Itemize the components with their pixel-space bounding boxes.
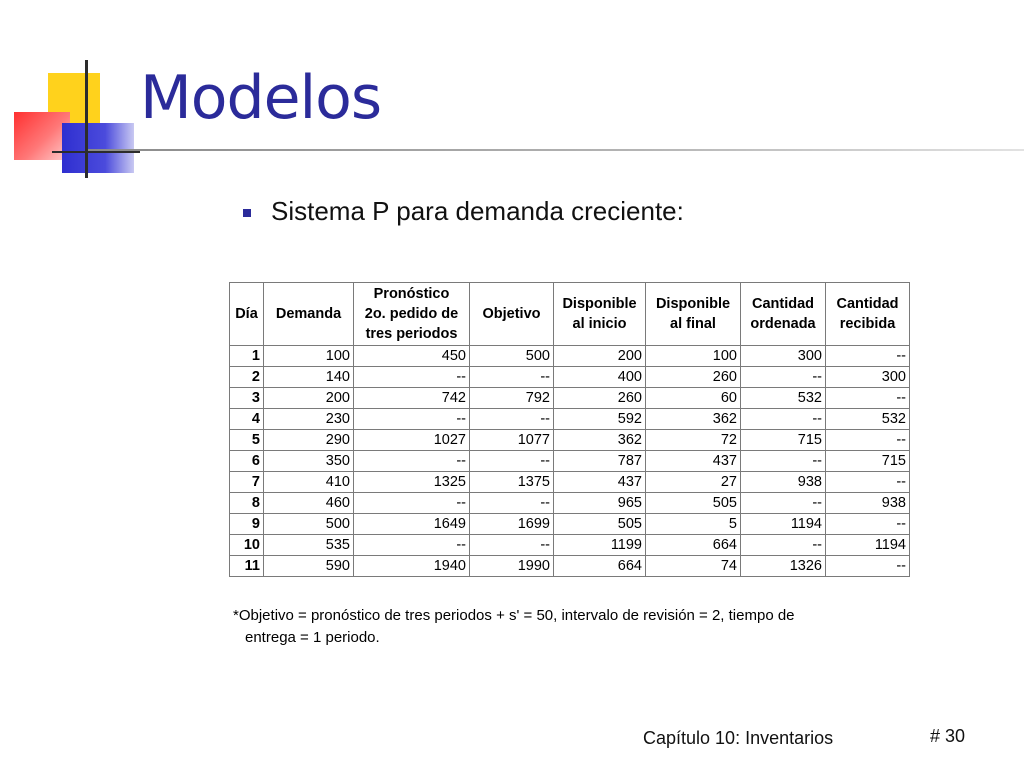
header-pronostico: Pronóstico 2o. pedido de tres periodos xyxy=(354,283,470,346)
cell-pronostico: -- xyxy=(354,367,470,388)
cell-demanda: 100 xyxy=(264,346,354,367)
inventory-table xyxy=(229,282,910,577)
cell-dia: 4 xyxy=(230,409,264,430)
slide-title: Modelos xyxy=(140,63,382,133)
table-row xyxy=(230,514,910,535)
cell-disponible-inicio: 965 xyxy=(554,493,646,514)
header-cantidad-ordenada: Cantidad ordenada xyxy=(741,283,826,346)
bullet-square-icon xyxy=(243,209,251,217)
cell-cantidad-ordenada: 1326 xyxy=(741,556,826,577)
cell-disponible-inicio: 437 xyxy=(554,472,646,493)
header-dia: Día xyxy=(230,283,264,346)
cell-disponible-final: 664 xyxy=(646,535,741,556)
header-objetivo: Objetivo xyxy=(470,283,554,346)
cell-pronostico: 1649 xyxy=(354,514,470,535)
cell-cantidad-recibida: 938 xyxy=(826,493,910,514)
cell-dia: 7 xyxy=(230,472,264,493)
cell-cantidad-recibida: -- xyxy=(826,472,910,493)
cell-demanda: 140 xyxy=(264,367,354,388)
table-body xyxy=(230,346,910,577)
cell-demanda: 230 xyxy=(264,409,354,430)
cell-objetivo: 1077 xyxy=(470,430,554,451)
cell-pronostico: -- xyxy=(354,409,470,430)
table-row xyxy=(230,430,910,451)
cell-pronostico: 450 xyxy=(354,346,470,367)
cell-cantidad-recibida: -- xyxy=(826,556,910,577)
cell-disponible-final: 27 xyxy=(646,472,741,493)
cell-demanda: 410 xyxy=(264,472,354,493)
cell-cantidad-recibida: 532 xyxy=(826,409,910,430)
cell-disponible-inicio: 787 xyxy=(554,451,646,472)
cell-cantidad-ordenada: 300 xyxy=(741,346,826,367)
table-row xyxy=(230,409,910,430)
slide-logo-decoration xyxy=(0,55,140,185)
cell-demanda: 535 xyxy=(264,535,354,556)
cell-demanda: 350 xyxy=(264,451,354,472)
header-demanda: Demanda xyxy=(264,283,354,346)
cell-objetivo: 1699 xyxy=(470,514,554,535)
table-row xyxy=(230,556,910,577)
cell-cantidad-ordenada: -- xyxy=(741,451,826,472)
cell-dia: 2 xyxy=(230,367,264,388)
footnote xyxy=(233,605,913,649)
cell-pronostico: -- xyxy=(354,535,470,556)
cell-demanda: 200 xyxy=(264,388,354,409)
table-row xyxy=(230,472,910,493)
cell-objetivo: -- xyxy=(470,493,554,514)
page-number: # 30 xyxy=(930,726,966,746)
cell-cantidad-ordenada: -- xyxy=(741,493,826,514)
cell-cantidad-ordenada: 715 xyxy=(741,430,826,451)
table-row xyxy=(230,535,910,556)
cell-cantidad-recibida: 715 xyxy=(826,451,910,472)
header-cantidad-recibida: Cantidad recibida xyxy=(826,283,910,346)
cell-disponible-inicio: 362 xyxy=(554,430,646,451)
cell-objetivo: 1375 xyxy=(470,472,554,493)
cell-objetivo: 792 xyxy=(470,388,554,409)
cell-disponible-final: 72 xyxy=(646,430,741,451)
cell-pronostico: 1940 xyxy=(354,556,470,577)
cell-disponible-inicio: 400 xyxy=(554,367,646,388)
cell-dia: 9 xyxy=(230,514,264,535)
cell-demanda: 290 xyxy=(264,430,354,451)
table-header-row xyxy=(230,283,910,346)
cell-cantidad-ordenada: 1194 xyxy=(741,514,826,535)
cell-dia: 11 xyxy=(230,556,264,577)
cell-dia: 8 xyxy=(230,493,264,514)
cell-objetivo: -- xyxy=(470,535,554,556)
footnote-line-1: *Objetivo = pronóstico de tres periodos + s' = 50, intervalo de revisión = 2, tiempo de xyxy=(233,607,795,624)
table-row xyxy=(230,493,910,514)
cell-disponible-inicio: 592 xyxy=(554,409,646,430)
cell-objetivo: 500 xyxy=(470,346,554,367)
cell-pronostico: 1027 xyxy=(354,430,470,451)
cell-objetivo: -- xyxy=(470,367,554,388)
chapter-footer: Capítulo 10: Inventarios xyxy=(643,728,834,748)
cell-objetivo: -- xyxy=(470,409,554,430)
logo-vertical-line xyxy=(85,60,88,178)
cell-dia: 6 xyxy=(230,451,264,472)
table-row xyxy=(230,346,910,367)
cell-disponible-inicio: 505 xyxy=(554,514,646,535)
cell-disponible-final: 362 xyxy=(646,409,741,430)
cell-pronostico: 742 xyxy=(354,388,470,409)
cell-dia: 3 xyxy=(230,388,264,409)
cell-disponible-final: 437 xyxy=(646,451,741,472)
cell-disponible-inicio: 664 xyxy=(554,556,646,577)
cell-pronostico: -- xyxy=(354,493,470,514)
cell-cantidad-ordenada: -- xyxy=(741,409,826,430)
table-row xyxy=(230,388,910,409)
header-disponible-inicio: Disponible al inicio xyxy=(554,283,646,346)
cell-demanda: 590 xyxy=(264,556,354,577)
cell-cantidad-ordenada: -- xyxy=(741,535,826,556)
cell-cantidad-ordenada: -- xyxy=(741,367,826,388)
cell-disponible-final: 260 xyxy=(646,367,741,388)
cell-cantidad-recibida: -- xyxy=(826,346,910,367)
cell-disponible-final: 60 xyxy=(646,388,741,409)
cell-cantidad-ordenada: 532 xyxy=(741,388,826,409)
cell-dia: 1 xyxy=(230,346,264,367)
bullet-text: Sistema P para demanda creciente: xyxy=(271,196,684,226)
cell-disponible-final: 505 xyxy=(646,493,741,514)
footnote-line-2: entrega = 1 periodo. xyxy=(245,629,380,646)
cell-demanda: 500 xyxy=(264,514,354,535)
title-divider xyxy=(88,149,1024,151)
table-row xyxy=(230,451,910,472)
cell-disponible-inicio: 1199 xyxy=(554,535,646,556)
logo-horizontal-line xyxy=(52,151,140,153)
cell-disponible-final: 100 xyxy=(646,346,741,367)
cell-objetivo: -- xyxy=(470,451,554,472)
cell-disponible-final: 74 xyxy=(646,556,741,577)
header-disponible-final: Disponible al final xyxy=(646,283,741,346)
cell-disponible-final: 5 xyxy=(646,514,741,535)
table-row xyxy=(230,367,910,388)
cell-cantidad-recibida: 1194 xyxy=(826,535,910,556)
cell-disponible-inicio: 200 xyxy=(554,346,646,367)
cell-dia: 5 xyxy=(230,430,264,451)
cell-cantidad-ordenada: 938 xyxy=(741,472,826,493)
cell-dia: 10 xyxy=(230,535,264,556)
logo-blue-square xyxy=(62,123,134,173)
cell-pronostico: 1325 xyxy=(354,472,470,493)
cell-cantidad-recibida: -- xyxy=(826,430,910,451)
cell-objetivo: 1990 xyxy=(470,556,554,577)
cell-disponible-inicio: 260 xyxy=(554,388,646,409)
cell-pronostico: -- xyxy=(354,451,470,472)
cell-demanda: 460 xyxy=(264,493,354,514)
cell-cantidad-recibida: 300 xyxy=(826,367,910,388)
cell-cantidad-recibida: -- xyxy=(826,388,910,409)
cell-cantidad-recibida: -- xyxy=(826,514,910,535)
